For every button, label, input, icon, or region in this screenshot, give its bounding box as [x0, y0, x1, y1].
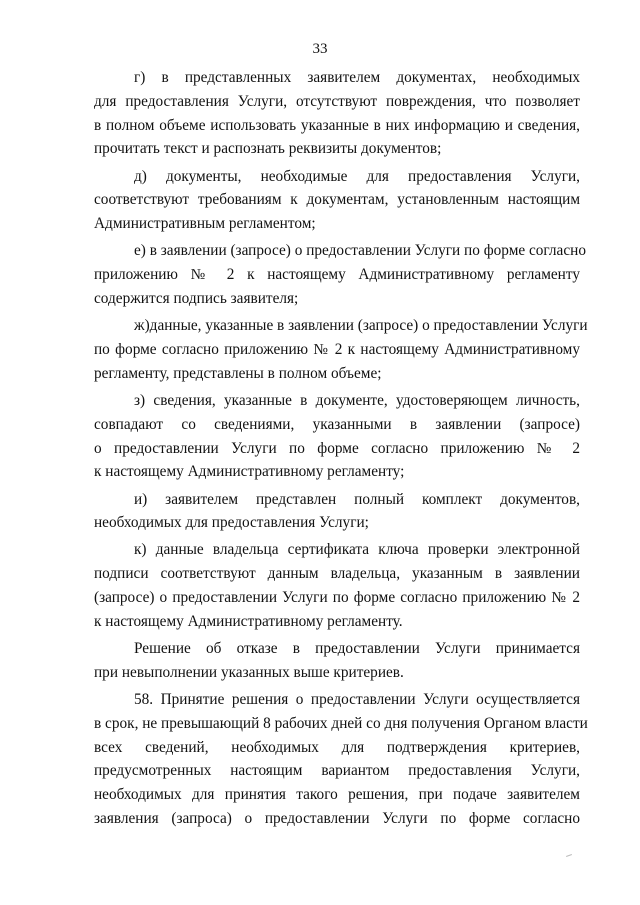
paragraph-item-i: [94, 488, 580, 536]
text-line: совпадают со сведениями, указанными в заявлении (запросе): [94, 415, 580, 433]
text-line: предусмотренных настоящим вариантом предоставления Услуги,: [94, 762, 580, 780]
paragraph-item-k: [94, 538, 580, 633]
text-line: содержится подпись заявителя;: [94, 289, 299, 307]
text-line: ж)данные, указанные в заявлении (запросе) о предоставлении Услуги: [134, 317, 588, 335]
text-line: з) сведения, указанные в документе, удостоверяющем личность,: [134, 391, 580, 409]
text-line: 58. Принятие решения о предоставлении Услуги осуществляется: [134, 691, 580, 709]
text-line: всех сведений, необходимых для подтверждения критериев,: [94, 738, 580, 756]
paragraph-item-d: [94, 165, 580, 236]
document-body: [94, 66, 588, 834]
text-line: Решение об отказе в предоставлении Услуги принимается: [134, 640, 580, 658]
text-line: в срок, не превышающий 8 рабочих дней со дня получения Органом власти: [94, 714, 588, 732]
text-line: заявления (запроса) о предоставлении Услуги по форме согласно: [94, 810, 580, 828]
paragraph-item-e: [94, 239, 586, 310]
text-line: приложению № 2 к настоящему Административному регламенту: [94, 266, 580, 284]
text-line: к настоящему Административному регламенту.: [94, 612, 403, 630]
page-number: 33: [312, 41, 328, 57]
text-line: по форме согласно приложению № 2 к настоящему Административному: [94, 340, 580, 358]
text-line: (запросе) о предоставлении Услуги по форме согласно приложению № 2: [94, 589, 580, 607]
text-line: необходимых для принятия такого решения, при подаче заявителем: [94, 786, 580, 804]
text-line: необходимых для предоставления Услуги;: [94, 514, 369, 532]
text-line: к настоящему Административному регламенту;: [94, 463, 405, 481]
text-line: соответствуют требованиям к документам, установленным настоящим: [94, 191, 580, 209]
text-line: подписи соответствуют данным владельца, указанным в заявлении: [94, 565, 580, 583]
text-line: и) заявителем представлен полный комплект документов,: [134, 490, 580, 508]
text-line: в полном объеме использовать указанные в них информацию и сведения,: [94, 116, 580, 134]
paragraph-item-zh: [94, 314, 588, 385]
paragraph-item-g: [94, 66, 580, 161]
paragraph-item-z: [94, 389, 580, 484]
text-line: г) в представленных заявителем документах, необходимых: [134, 69, 580, 86]
text-line: прочитать текст и распознать реквизиты документов;: [94, 140, 442, 158]
text-line: Административным регламентом;: [94, 215, 316, 233]
text-line: е) в заявлении (запросе) о предоставлении Услуги по форме согласно: [134, 242, 586, 260]
text-line: к) данные владельца сертификата ключа проверки электронной: [134, 541, 580, 559]
text-line: регламенту, представлены в полном объеме;: [94, 364, 382, 382]
text-line: д) документы, необходимые для предоставления Услуги,: [134, 167, 580, 185]
text-line: при невыполнении указанных выше критериев.: [94, 663, 404, 681]
paragraph-58: [94, 688, 588, 831]
paragraph-refusal: [94, 637, 580, 685]
text-line: для предоставления Услуги, отсутствуют повреждения, что позволяет: [94, 92, 580, 110]
scan-artifact-mark: [566, 854, 572, 857]
text-line: о предоставлении Услуги по форме согласно приложению № 2: [94, 439, 580, 457]
